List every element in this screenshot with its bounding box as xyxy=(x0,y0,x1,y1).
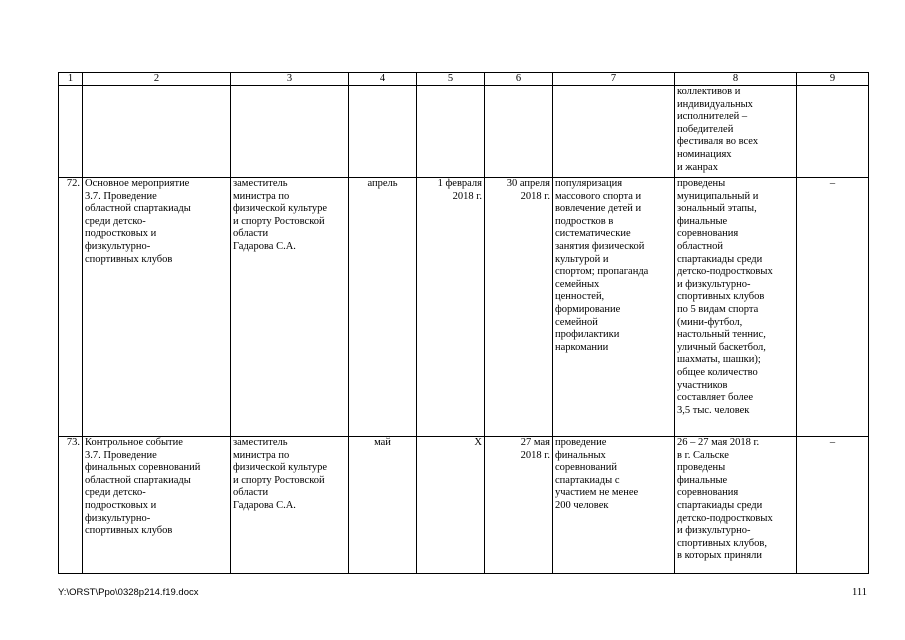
activity-cell: Контрольное событие 3.7. Проведение финальных соревнований областной спартакиады среди детско- подростковых и физкультурно- спортивных клубов xyxy=(83,437,231,574)
activity-cell: Основное мероприятие 3.7. Проведение областной спартакиады среди детско- подростковых и физкультурно- спортивных клубов xyxy=(83,178,231,437)
column-number: 6 xyxy=(485,73,553,86)
note-cell: – xyxy=(797,437,869,574)
column-number: 2 xyxy=(83,73,231,86)
goal-cell xyxy=(553,86,675,178)
start-date-cell: Х xyxy=(417,437,485,574)
note-cell: – xyxy=(797,178,869,437)
column-number: 9 xyxy=(797,73,869,86)
table-row-73 xyxy=(59,437,869,574)
responsible-cell: заместитель министра по физической культуре и спорту Ростовской области Гадарова С.А. xyxy=(231,437,349,574)
report-table xyxy=(58,72,869,574)
column-number-row xyxy=(59,73,869,86)
end-date-cell xyxy=(485,86,553,178)
month-cell: май xyxy=(349,437,417,574)
result-cell: 26 – 27 мая 2018 г. в г. Сальске проведены финальные соревнования спартакиады среди детско-подростковых и физкультурно- спортивных клубов, в которых приняли xyxy=(675,437,797,574)
column-number: 3 xyxy=(231,73,349,86)
row-number-cell: 72. xyxy=(59,178,83,437)
row-number-cell xyxy=(59,86,83,178)
footer-file-path: Y:\ORST\Ppo\0328p214.f19.docx xyxy=(58,587,199,598)
goal-cell: популяризация массового спорта и вовлечение детей и подростков в систематические занятия физической культурой и спортом; пропаганда семейных ценностей, формирование семейной профилактики наркомании xyxy=(553,178,675,437)
column-number: 1 xyxy=(59,73,83,86)
start-date-cell: 1 февраля 2018 г. xyxy=(417,178,485,437)
end-date-cell: 30 апреля 2018 г. xyxy=(485,178,553,437)
result-cell: коллективов и индивидуальных исполнителей – победителей фестиваля во всех номинациях и жанрах xyxy=(675,86,797,178)
result-cell: проведены муниципальный и зональный этапы, финальные соревнования областной спартакиады среди детско-подростковых и физкультурно- спортивных клубов по 5 видам спорта (мини-футбол, настольный теннис, уличный баскетбол, шахматы, шашки); общее количество участников составляет более 3,5 тыс. человек xyxy=(675,178,797,437)
month-cell xyxy=(349,86,417,178)
activity-cell xyxy=(83,86,231,178)
column-number: 4 xyxy=(349,73,417,86)
goal-cell: проведение финальных соревнований спартакиады с участием не менее 200 человек xyxy=(553,437,675,574)
end-date-cell: 27 мая 2018 г. xyxy=(485,437,553,574)
note-cell xyxy=(797,86,869,178)
start-date-cell xyxy=(417,86,485,178)
column-number: 7 xyxy=(553,73,675,86)
responsible-cell: заместитель министра по физической культуре и спорту Ростовской области Гадарова С.А. xyxy=(231,178,349,437)
responsible-cell xyxy=(231,86,349,178)
table-row-continued xyxy=(59,86,869,178)
column-number: 8 xyxy=(675,73,797,86)
month-cell: апрель xyxy=(349,178,417,437)
table-row-72 xyxy=(59,178,869,437)
row-number-cell: 73. xyxy=(59,437,83,574)
page-number: 111 xyxy=(852,587,867,598)
column-number: 5 xyxy=(417,73,485,86)
